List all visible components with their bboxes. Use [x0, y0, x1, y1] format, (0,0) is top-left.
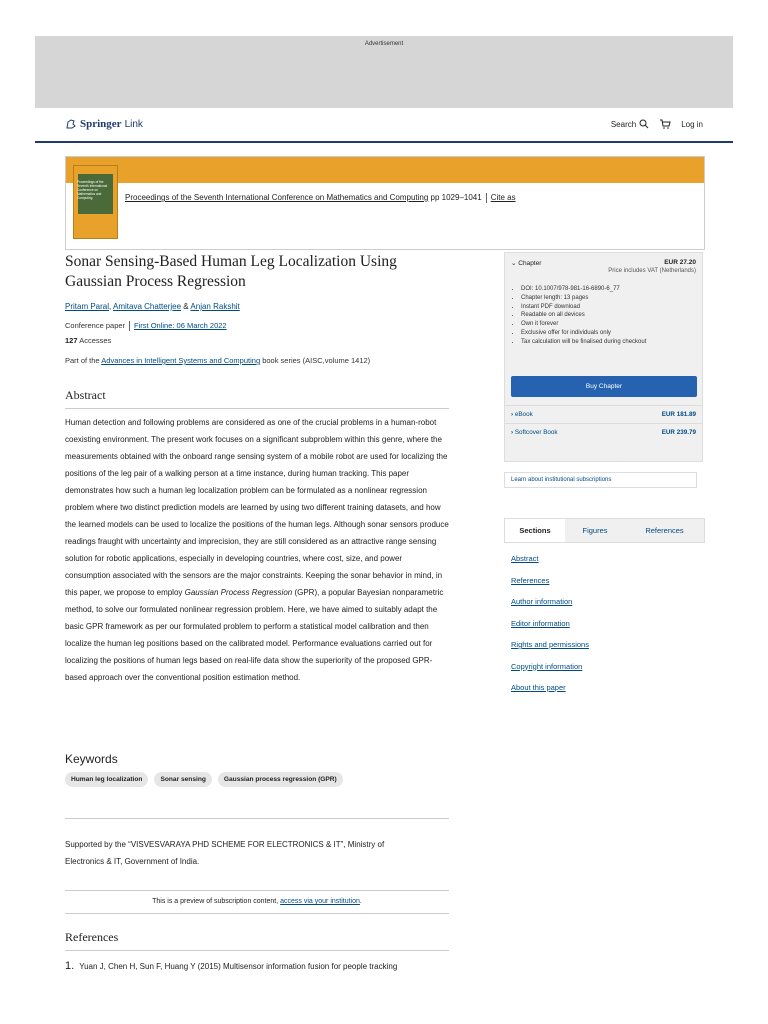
funding-note: Supported by the “VISVESVARAYA PHD SCHEME FOR ELECTRONICS & IT”, Ministry of Electronics & IT, Government of India. [65, 840, 385, 866]
section-link-author-information[interactable]: Author information [511, 597, 573, 606]
feature-list [511, 285, 646, 347]
feature-item: • Exclusive offer for individuals only [521, 329, 646, 338]
series-info: Part of the Advances in Intelligent Systems and Computing book series (AISC,volume 1412) [65, 356, 371, 365]
cite-as-link[interactable]: Cite as [490, 193, 516, 203]
search-link[interactable] [611, 119, 649, 129]
buy-box [504, 252, 703, 462]
accesses-label: Accesses [79, 336, 112, 345]
section-link-copyright[interactable]: Copyright information [511, 661, 583, 671]
abstract-heading: Abstract [65, 388, 106, 402]
reference-number: 1. [65, 960, 75, 972]
keyword-chip[interactable]: Sonar sensing [154, 772, 211, 787]
section-link-references[interactable]: References [511, 575, 550, 585]
vat-note: Price includes VAT (Netherlands) [608, 268, 696, 274]
accesses-count: 127 [65, 336, 78, 345]
article-title: Sonar Sensing-Based Human Leg Localization Using Gaussian Process Regression [65, 253, 397, 290]
references-heading: References [65, 930, 119, 944]
section-link-abstract[interactable]: Abstract [511, 554, 539, 563]
feature-item: • Readable on all devices [521, 311, 646, 320]
book-cover-image[interactable] [73, 165, 118, 239]
section-link-about[interactable]: About this paper [511, 683, 566, 692]
page [35, 36, 733, 988]
section-link-rights[interactable]: Rights and permissions [511, 640, 589, 649]
first-online-link[interactable]: First Online: 06 March 2022 [134, 321, 227, 330]
tab-references[interactable]: References [645, 526, 684, 535]
cart-icon[interactable] [659, 119, 671, 129]
softcover-option[interactable] [505, 423, 702, 441]
preview-notice: This is a preview of subscription content, access via your institution. [65, 890, 449, 914]
search-icon [639, 119, 649, 129]
tab-figures[interactable]: Figures [582, 526, 608, 535]
login-link[interactable]: Log in [681, 119, 703, 129]
logo-springer-text: Springer [80, 118, 122, 130]
abstract-text: Human detection and following problems are considered as one of the crucial problems in a human-robot coexisting environment. The present work focuses on a significant subproblem within this genre, where the measurements obtained with the onboard range sensing system of a mobile robot are used for localizing the positions of the leg pair of a walking person at a time instance, during human tracking. This paper demonstrates how such a human leg localization problem can be formulated as a nonlinear regression problem where two distinct prediction models are learned by using two different training datasets, and how the learned models can be used to localize the positions of the human legs. Although sonar sensors produce readings fraught with uncertainty and imprecision, they are still considered as an attractive range sensing solution for robotic applications, especially in developing countries, where cost, size, and power consumption associated with the sensors are the major constraints. Keeping the sonar behavior in mind, in this paper, we propose to employ Gaussian Process Regression (GPR), a popular Bayesian nonparametric method, to solve our formulated nonlinear regression problem. Here, we have aimed to suitably adapt the basic GPR framework as per our formulated problem to perform a statistical model calibration and then localize the human leg positions based on the calibrated model. Performance evaluations carried out for localizing the positions of human legs based on real-life data show the superiority of the proposed GPR-based approach over the conventional position estimation method. [65, 418, 449, 682]
book-pages: pp 1029–1041 [430, 193, 482, 203]
ad-label: Advertisement [364, 41, 404, 47]
keywords-heading: Keywords [65, 752, 118, 766]
feature-item: • Chapter length: 13 pages [521, 294, 646, 303]
softcover-price: EUR 239.79 [661, 429, 696, 436]
article-meta [65, 321, 227, 331]
keyword-chip[interactable]: Human leg localization [65, 772, 148, 787]
site-header [35, 108, 733, 143]
chevron-down-icon: ⌄ [511, 260, 517, 267]
author-list: Pritam Paral, Amitava Chatterjee & Anjan Rakshit [65, 302, 240, 311]
book-title-link[interactable]: Proceedings of the Seventh International Conference on Mathematics and Computing [125, 193, 429, 203]
feature-item: • Instant PDF download [521, 303, 646, 312]
keyword-chip[interactable]: Gaussian process regression (GPR) [218, 772, 343, 787]
softcover-label: Softcover Book [514, 429, 558, 436]
chevron-right-icon: › [511, 411, 514, 418]
book-citation [125, 193, 516, 203]
chevron-right-icon: › [511, 429, 514, 436]
series-link[interactable]: Advances in Intelligent Systems and Computing [101, 356, 261, 365]
author-link[interactable]: Amitava Chatterjee [113, 302, 182, 311]
advertisement-banner[interactable] [35, 36, 733, 108]
ebook-price: EUR 181.89 [661, 411, 696, 418]
institution-access-link[interactable]: access via your institution [280, 898, 360, 905]
tab-sections[interactable]: Sections [505, 519, 565, 542]
book-cover-text: Proceedings of the Seventh International Conference on Mathematics and Computing [77, 180, 108, 200]
feature-item: • Tax calculation will be finalised during checkout [521, 338, 646, 347]
ebook-option[interactable] [505, 405, 702, 423]
ebook-label: eBook [514, 411, 533, 418]
reference-text: Yuan J, Chen H, Sun F, Huang Y (2015) Multisensor information fusion for people tracking [79, 962, 398, 971]
feature-item: • Own it forever [521, 320, 646, 329]
accesses-metric [65, 336, 111, 345]
author-link[interactable]: Pritam Paral [65, 302, 110, 311]
sidebar-tabs [504, 518, 705, 543]
keyword-list [65, 772, 343, 787]
reference-item [65, 960, 397, 972]
institutional-subscriptions-link[interactable]: Learn about institutional subscriptions [504, 472, 697, 488]
chapter-toggle[interactable] [511, 259, 541, 267]
springer-horse-icon [65, 118, 77, 130]
author-link[interactable]: Anjan Rakshit [190, 302, 240, 311]
logo-link-text: Link [124, 118, 143, 130]
chapter-price: EUR 27.20 [664, 259, 696, 266]
section-link-editor-information[interactable]: Editor information [511, 618, 570, 628]
feature-item: • DOI: 10.1007/978-981-16-6890-6_77 [521, 285, 646, 294]
springerlink-logo[interactable] [65, 118, 143, 130]
book-banner [65, 156, 705, 250]
buy-chapter-button[interactable]: Buy Chapter [511, 376, 697, 397]
section-nav [511, 548, 589, 699]
chapter-label: Chapter [518, 260, 542, 267]
content-type: Conference paper [65, 321, 126, 330]
search-label: Search [610, 119, 637, 129]
